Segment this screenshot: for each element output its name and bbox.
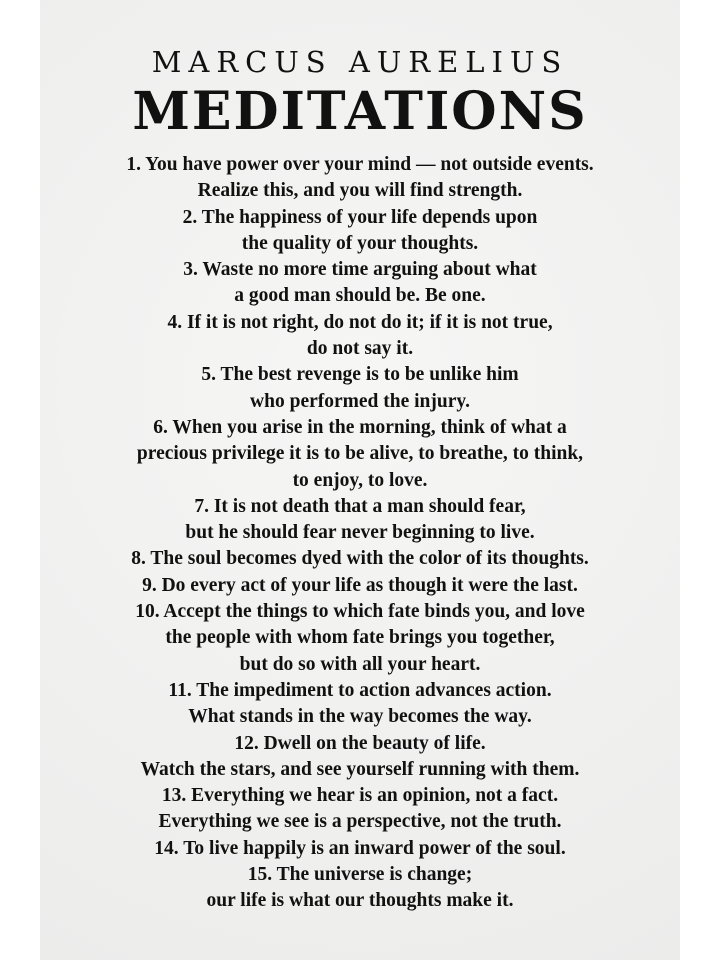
quote-line: a good man should be. Be one.	[234, 285, 486, 307]
quote-line: 10. Accept the things to which fate binds you, and love	[135, 601, 585, 623]
quote-line: the people with whom fate brings you together,	[165, 627, 555, 649]
quote-line: 8. The soul becomes dyed with the color of its thoughts.	[131, 548, 589, 570]
quote-line: but do so with all your heart.	[239, 653, 481, 675]
quote-line: What stands in the way becomes the way.	[188, 706, 532, 728]
quote-line: 13. Everything we hear is an opinion, not a fact.	[161, 785, 559, 807]
quote-list	[40, 152, 680, 915]
quote-line: to enjoy, to love.	[292, 469, 428, 491]
quote-line: Realize this, and you will find strength.	[197, 180, 523, 202]
quote-line: precious privilege it is to be alive, to breathe, to think,	[136, 443, 584, 465]
quote-line: 12. Dwell on the beauty of life.	[234, 732, 486, 754]
quote-line: 5. The best revenge is to be unlike him	[201, 364, 519, 386]
author-heading: MARCUS AURELIUS	[151, 45, 569, 79]
quote-line: 2. The happiness of your life depends upon	[182, 206, 538, 228]
quote-line: 14. To live happily is an inward power of the soul.	[154, 837, 566, 859]
quote-line: 9. Do every act of your life as though it were the last.	[142, 574, 578, 596]
quote-line: but he should fear never beginning to live.	[185, 522, 535, 544]
poster	[40, 0, 680, 960]
quote-line: who performed the injury.	[250, 390, 470, 412]
quote-line: 11. The impediment to action advances action.	[168, 679, 552, 701]
page-title: MEDITATIONS	[132, 81, 588, 142]
quote-line: 1. You have power over your mind — not outside events.	[126, 154, 594, 175]
quote-line: 15. The universe is change;	[247, 864, 473, 886]
quote-line: Watch the stars, and see yourself running with them.	[140, 758, 580, 780]
quote-line: our life is what our thoughts make it.	[206, 890, 514, 912]
quote-line: 3. Waste no more time arguing about what	[183, 259, 537, 281]
quote-line: do not say it.	[306, 338, 414, 360]
quote-line: Everything we see is a perspective, not the truth.	[158, 811, 562, 833]
quote-line: 7. It is not death that a man should fear,	[194, 495, 526, 517]
quote-line: 6. When you arise in the morning, think of what a	[153, 416, 567, 438]
quote-line: the quality of your thoughts.	[241, 232, 479, 254]
quote-line: 4. If it is not right, do not do it; if it is not true,	[167, 311, 553, 333]
